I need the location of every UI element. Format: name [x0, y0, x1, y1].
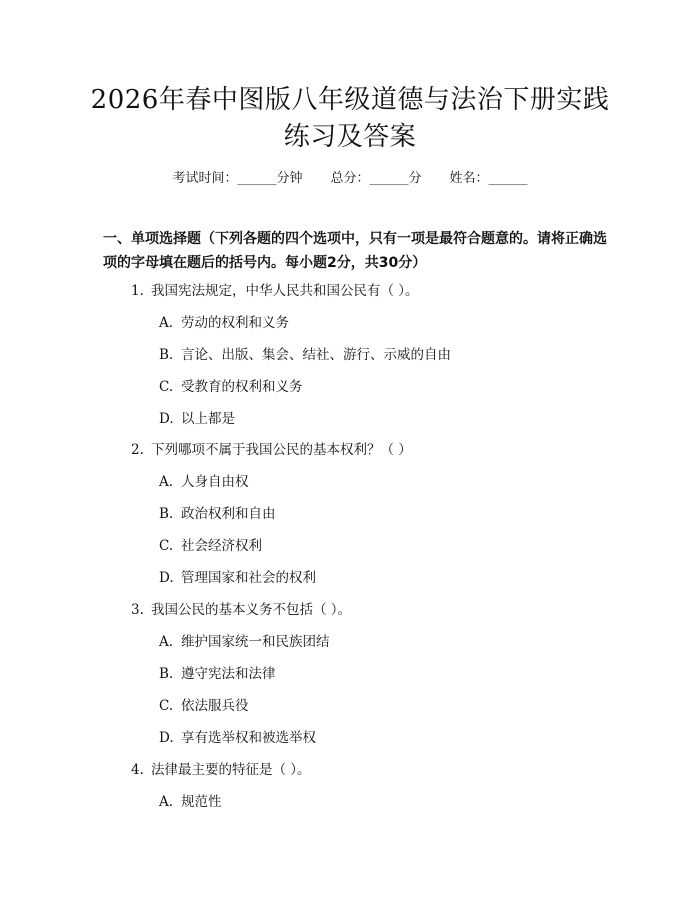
question-3-option-a: [159, 633, 330, 651]
option-letter: A.: [159, 474, 174, 490]
section-heading: 一、单项选择题（下列各题的四个选项中，只有一项是最符合题意的。请将正确选项的字母填在题后的括号内。每小题2分，共30分）: [103, 231, 607, 271]
question-2: [131, 441, 412, 459]
option-text: 言论、出版、集会、结社、游行、示威的自由: [181, 347, 451, 363]
question-2-option-b: [159, 505, 276, 523]
option-letter: C.: [159, 698, 174, 714]
question-4-option-a: [159, 793, 222, 811]
option-letter: B.: [159, 506, 174, 522]
option-text: 受教育的权利和义务: [181, 379, 303, 395]
document-title-line-2: 练习及答案: [283, 122, 417, 152]
student-name: 姓名：______: [449, 171, 528, 186]
option-letter: D.: [159, 730, 174, 746]
option-text: 遵守宪法和法律: [181, 666, 276, 682]
question-3-option-d: [159, 729, 316, 747]
option-letter: D.: [159, 411, 174, 427]
question-text: 法律最主要的特征是（ ）。: [151, 762, 311, 778]
question-1-option-a: [159, 314, 289, 332]
option-letter: A.: [159, 634, 174, 650]
exam-info: [0, 170, 700, 188]
option-letter: C.: [159, 538, 174, 554]
option-text: 人身自由权: [181, 474, 249, 490]
question-1-option-d: [159, 410, 235, 428]
option-letter: B.: [159, 347, 174, 363]
question-3: [131, 601, 351, 619]
question-1-option-b: [159, 346, 451, 364]
option-text: 依法服兵役: [181, 698, 249, 714]
question-3-option-c: [159, 697, 249, 715]
question-3-option-b: [159, 665, 276, 683]
question-number: 1.: [131, 283, 144, 299]
option-text: 管理国家和社会的权利: [181, 570, 316, 586]
option-text: 以上都是: [181, 411, 235, 427]
question-text: 下列哪项不属于我国公民的基本权利？（ ）: [151, 442, 412, 458]
question-number: 2.: [131, 442, 144, 458]
option-text: 社会经济权利: [181, 538, 262, 554]
question-text: 我国公民的基本义务不包括（ ）。: [151, 602, 352, 618]
option-letter: B.: [159, 666, 174, 682]
option-text: 维护国家统一和民族团结: [181, 634, 330, 650]
option-text: 劳动的权利和义务: [181, 315, 289, 331]
option-letter: A.: [159, 315, 174, 331]
question-4: [131, 761, 311, 779]
exam-score: 总分：______分: [330, 171, 422, 186]
option-letter: C.: [159, 379, 174, 395]
option-letter: A.: [159, 794, 174, 810]
question-1-option-c: [159, 378, 303, 396]
option-text: 享有选举权和被选举权: [181, 730, 316, 746]
question-2-option-a: [159, 473, 249, 491]
option-text: 规范性: [181, 794, 222, 810]
question-number: 3.: [131, 602, 144, 618]
document-title-line-1: 2026年春中图版八年级道德与法治下册实践: [90, 85, 610, 115]
question-number: 4.: [131, 762, 144, 778]
question-2-option-d: [159, 569, 316, 587]
exam-time: 考试时间：______分钟: [172, 171, 303, 186]
question-text: 我国宪法规定，中华人民共和国公民有（ ）。: [151, 283, 419, 299]
question-2-option-c: [159, 537, 262, 555]
option-text: 政治权利和自由: [181, 506, 276, 522]
question-1: [131, 282, 419, 300]
option-letter: D.: [159, 570, 174, 586]
